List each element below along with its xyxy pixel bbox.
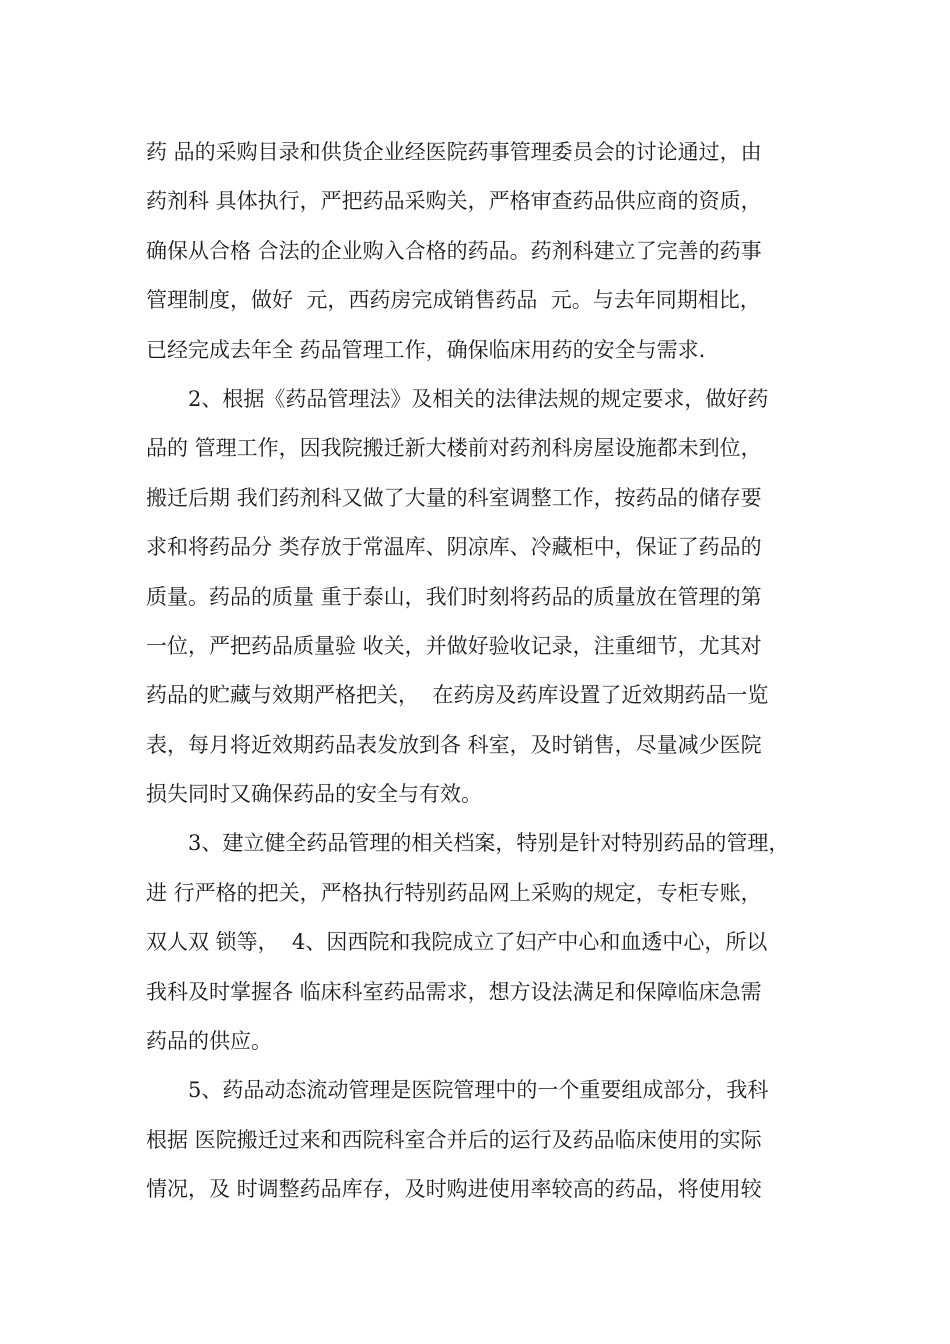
text-line: 药剂科 具体执行，严把药品采购关，严格审查药品供应商的资质， — [146, 189, 762, 214]
text-line: 药品的贮藏与效期严格把关， 在药房及药库设置了近效期药品一览 — [146, 683, 769, 708]
text-line: 求和将药品分 类存放于常温库、阴凉库、冷藏柜中，保证了药品的 — [146, 535, 762, 560]
text-line: 确保从合格 合法的企业购入合格的药品。药剂科建立了完善的药事 — [146, 238, 762, 263]
text-line: 搬迁后期 我们药剂科又做了大量的科室调整工作，按药品的储存要 — [146, 485, 762, 510]
body-text — [146, 128, 816, 1215]
text-line: 已经完成去年全 药品管理工作，确保临床用药的安全与需求. — [146, 337, 706, 362]
text-line: 一位，严把药品质量验 收关，并做好验收记录，注重细节，尤其对 — [146, 633, 762, 658]
text-line: 质量。药品的质量 重于泰山，我们时刻将药品的质量放在管理的第 — [146, 584, 762, 609]
text-line: 损失同时又确保药品的安全与有效。 — [146, 782, 482, 807]
text-line: 表，每月将近效期药品表发放到各 科室，及时销售，尽量减少医院 — [146, 732, 762, 757]
text-line: 我科及时掌握各 临床科室药品需求，想方设法满足和保障临床急需 — [146, 979, 762, 1004]
text-line: 药 品的采购目录和供货企业经医院药事管理委员会的讨论通过，由 — [146, 140, 762, 164]
text-line: 药品的供应。 — [146, 1029, 272, 1054]
text-line: 品的 管理工作，因我院搬迁新大楼前对药剂科房屋设施都未到位， — [146, 436, 762, 461]
text-line: 根据 医院搬迁过来和西院科室合并后的运行及药品临床使用的实际 — [146, 1127, 762, 1152]
paragraph-start-line: 2、根据《药品管理法》及相关的法律法规的规定要求，做好药 — [188, 386, 769, 411]
paragraph-start-line: 3、建立健全药品管理的相关档案，特别是针对特别药品的管理， — [188, 831, 790, 856]
text-line: 管理制度，做好 元，西药房完成销售药品 元。与去年同期相比， — [146, 288, 761, 313]
text-line: 情况，及 时调整药品库存，及时购进使用率较高的药品，将使用较 — [146, 1177, 762, 1202]
paragraph-start-line: 5、药品动态流动管理是医院管理中的一个重要组成部分，我科 — [188, 1078, 769, 1103]
text-line: 进 行严格的把关，严格执行特别药品网上采购的规定，专柜专账， — [146, 880, 762, 905]
text-line: 双人双 锁等， 4、因西院和我院成立了妇产中心和血透中心，所以 — [146, 930, 768, 955]
